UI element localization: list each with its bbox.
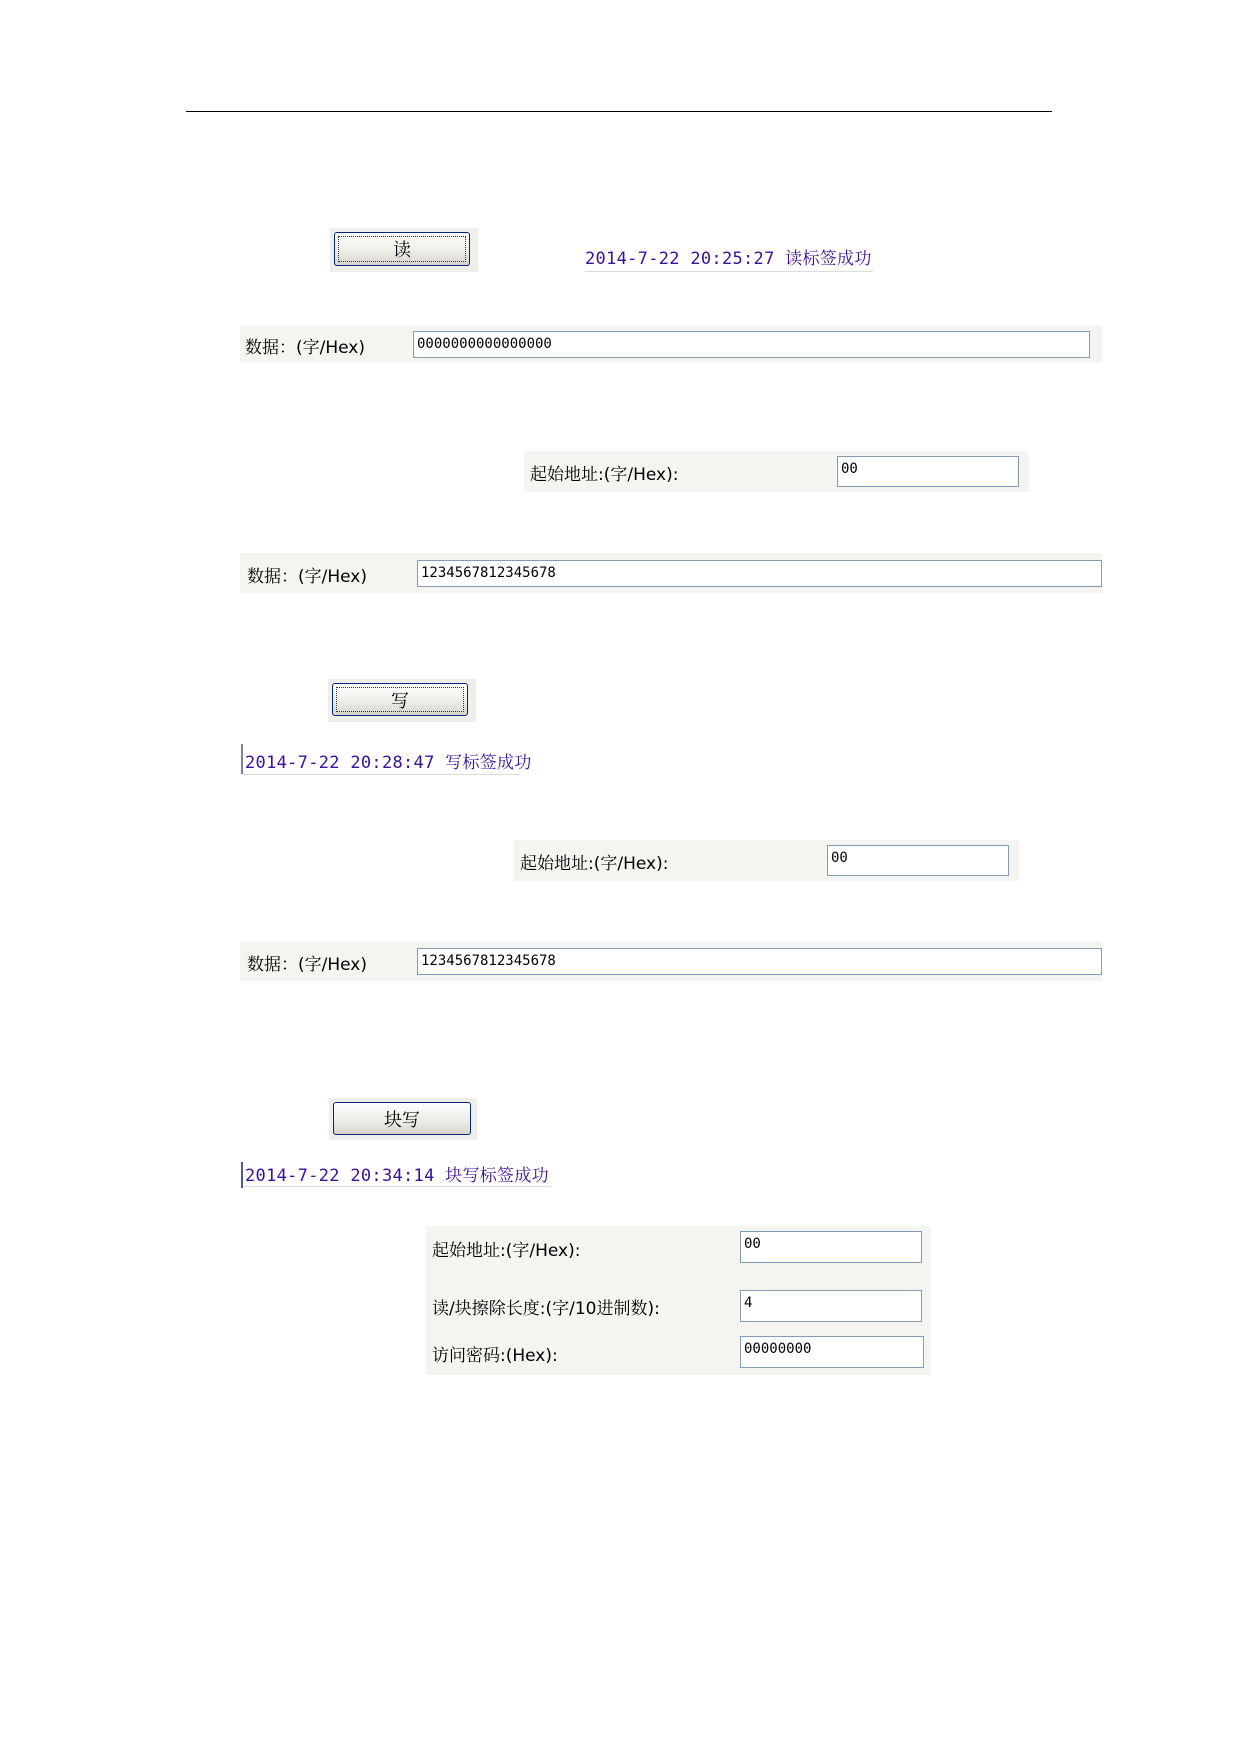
block-write-status-tick — [241, 1162, 243, 1188]
read-button-frame — [330, 228, 478, 272]
read-button[interactable] — [334, 232, 470, 266]
read-status-text: 2014-7-22 20:25:27 读标签成功 — [585, 249, 872, 269]
params-length-label: 读/块擦除长度:(字/10进制数): — [432, 1299, 660, 1319]
write-start-address-row — [524, 451, 1029, 492]
write-button-frame — [328, 679, 476, 722]
block-write-button[interactable] — [333, 1102, 471, 1135]
write-start-address-field[interactable]: 00 — [837, 456, 1019, 487]
params-start-address-label: 起始地址:(字/Hex): — [432, 1241, 581, 1261]
write-start-address-label: 起始地址:(字/Hex): — [530, 465, 679, 485]
write-status-text: 2014-7-22 20:28:47 写标签成功 — [245, 753, 532, 773]
block-data-field[interactable]: 1234567812345678 — [417, 948, 1102, 975]
write-status-tick — [241, 744, 243, 774]
block-write-button-frame — [329, 1098, 477, 1140]
block-data-row — [240, 941, 1102, 981]
block-write-button-label: 块写 — [384, 1109, 420, 1131]
read-button-label: 读 — [393, 240, 411, 261]
block-write-status-text: 2014-7-22 20:34:14 块写标签成功 — [245, 1166, 549, 1186]
write-button[interactable] — [332, 683, 468, 716]
read-data-row — [240, 325, 1102, 363]
write-status-underline — [243, 774, 520, 775]
params-start-address-field[interactable]: 00 — [740, 1231, 922, 1263]
write-button-label: 写 — [391, 690, 409, 712]
block-start-address-field[interactable]: 00 — [827, 845, 1009, 876]
block-data-label: 数据：(字/Hex) — [247, 955, 367, 975]
write-data-label: 数据：(字/Hex) — [247, 567, 367, 587]
block-start-address-row — [514, 840, 1019, 881]
params-password-label: 访问密码:(Hex): — [432, 1346, 558, 1366]
block-start-address-label: 起始地址:(字/Hex): — [520, 854, 669, 874]
params-password-field[interactable]: 00000000 — [740, 1336, 924, 1368]
params-length-field[interactable]: 4 — [740, 1290, 922, 1322]
write-data-row — [240, 553, 1102, 593]
block-write-status-underline — [243, 1186, 551, 1187]
page-header-rule — [186, 111, 1052, 112]
read-data-field[interactable]: 0000000000000000 — [413, 331, 1090, 358]
params-panel — [426, 1226, 931, 1375]
write-data-field[interactable]: 1234567812345678 — [417, 560, 1102, 587]
read-data-label: 数据：(字/Hex) — [245, 338, 365, 358]
read-status-underline — [585, 271, 873, 272]
